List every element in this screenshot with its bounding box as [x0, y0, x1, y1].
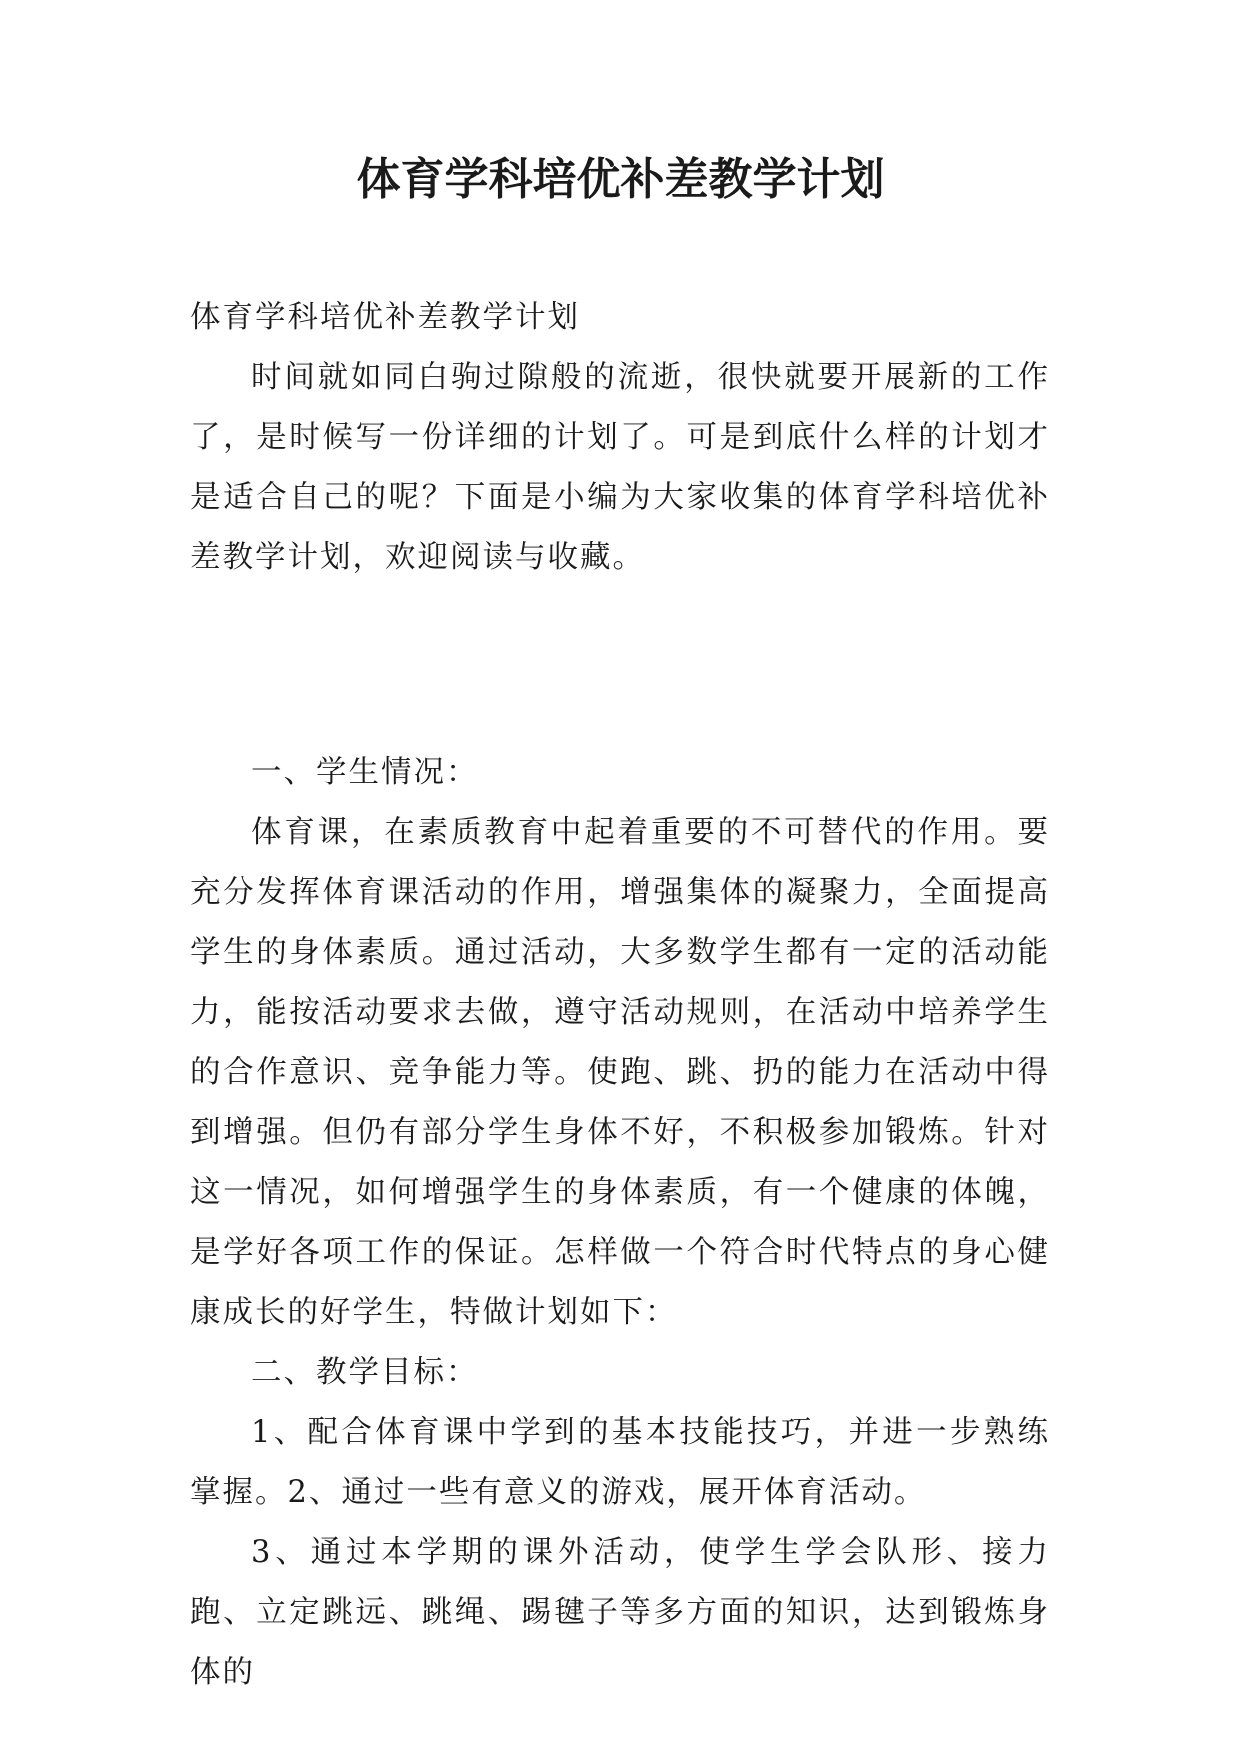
document-subtitle: 体育学科培优补差教学计划: [190, 300, 580, 335]
teaching-goal-1-2: 1、配合体育课中学到的基本技能技巧，并进一步熟练掌握。2、通过一些有意义的游戏，展开体育活动。: [190, 1415, 1050, 1510]
document-title: 体育学科培优补差教学计划: [356, 154, 885, 205]
intro-paragraph: 时间就如同白驹过隙般的流逝，很快就要开展新的工作了，是时候写一份详细的计划了。可是到底什么样的计划才是适合自己的呢？下面是小编为大家收集的体育学科培优补差教学计划，欢迎阅读与收藏。: [190, 360, 1050, 575]
document-body: [190, 288, 1050, 1703]
section-heading-student-situation: 一、学生情况：: [251, 755, 479, 790]
student-situation-paragraph: 体育课，在素质教育中起着重要的不可替代的作用。要充分发挥体育课活动的作用，增强集体的凝聚力，全面提高学生的身体素质。通过活动，大多数学生都有一定的活动能力，能按活动要求去做，遵守活动规则，在活动中培养学生的合作意识、竞争能力等。使跑、跳、扔的能力在活动中得到增强。但仍有部分学生身体不好，不积极参加锻炼。针对这一情况，如何增强学生的身体素质，有一个健康的体魄，是学好各项工作的保证。怎样做一个符合时代特点的身心健康成长的好学生，特做计划如下：: [190, 815, 1050, 1330]
paragraph-spacer: [190, 588, 1050, 743]
teaching-goal-3: 3、通过本学期的课外活动，使学生学会队形、接力跑、立定跳远、跳绳、踢毽子等多方面的知识，达到锻炼身体的: [190, 1535, 1050, 1690]
section-heading-teaching-goals: 二、教学目标：: [251, 1355, 479, 1390]
